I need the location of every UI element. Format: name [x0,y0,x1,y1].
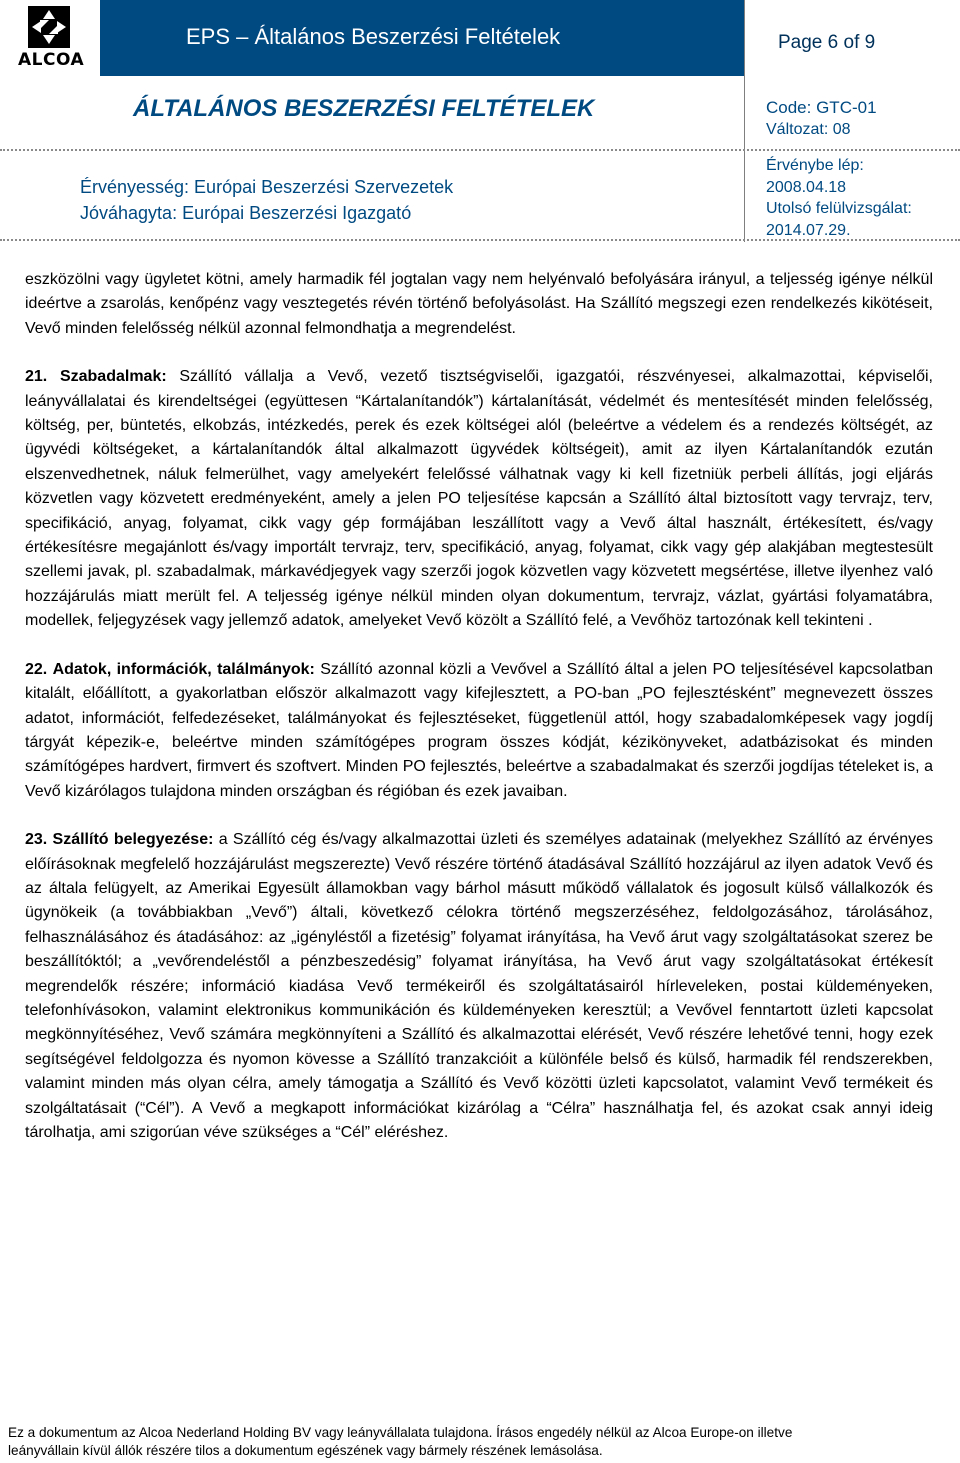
effective-date: 2008.04.18 [766,179,847,196]
paragraph-continuation: eszközölni vagy ügyletet kötni, amely harmadik fél jogtalan vagy nem helyénvaló befolyására irányul, a teljesség igénye nélkül ideértve a zsarolás, kenőpénz vagy vesztegetés révén történő befolyásolást. Ha Szállító megszegi ezen rendelkezés kikötéseit, Vevő minden felelősség nélkül azonnal felmondhatja a megrendelést. [25,271,933,337]
header-divider-vertical [744,0,745,242]
logo-text: ALCOA [18,50,85,70]
validity-scope: Érvényesség: Európai Beszerzési Szervezetek [80,177,454,197]
approved-by: Jóváhagyta: Európai Beszerzési Igazgató [80,203,412,223]
last-review-date: 2014.07.29. [766,222,851,239]
document-header [0,0,960,242]
section-22-text: Szállító azonnal közli a Vevővel a Szállító által a jelen PO teljesítésével kapcsolatban kitalált, előállított, a gyakorlatban először alkalmazott vagy kifejlesztett, a PO-ban „PO fejlesztésként” megnevezett összes adatot, információt, felfedezéseket, találmányokat és fejlesztéseket, függetlenül attól, hogy szabadalomképesek vagy jogdíj tárgyát képezik-e, beleértve minden számítógépes program összes kódját, kézikönyveket, adatbázisokat és minden számítógépes hardvert, firmvert és szoftvert. Minden PO fejlesztés, beleértve a szabadalmakat és szerzői jogdíjas tételeket is, a Vevő kizárólagos tulajdona minden országban és régióban és ezek javaiban. [25,660,934,800]
alcoa-logo-icon [0,0,100,50]
section-22-title: Adatok, információk, találmányok: [52,660,315,678]
footer-line-2: leányvállain kívül állók részére tilos a dokumentum egészének vagy bármely részének lemásolása. [8,1443,603,1458]
document-title: EPS – Általános Beszerzési Feltételek [186,24,561,49]
section-21-text: Szállító vállalja a Vevő, vezető tisztségviselői, igazgatói, részvényesei, alkalmazottai, képviselői, leányvállalatai és kirendeltségei (együttesen “Kártalanítandók”) kártalanítását, védelmét és mentesítését minden felelősség, költség, per, büntetés, elkobzás, intézkedés, perek és ezek költségei alól (beleértve a védelem és a rendezés költségét, az ügyvédi költségeket, a kártalanítandók által alkalmazott ügyvédek költségeit), amit az ilyen Kártalanítandók ezután elszenvedhetnek, náluk felmerülhet, vagy amelyekért felelőssé válhatnak vagy ki kell fizetniük perbeli állítás, jogi eljárás közvetlen vagy közvetett eredményeként, amely a jelen PO teljesítése kapcsán a Szállító által biztosított vagy tervrajz, terv, specifikáció, anyag, folyamat, cikk vagy gép formájában leszállított vagy a Vevő által használt, értékesített, és/vagy értékesítésre megajánlott és/vagy importált tervrajz, terv, specifikáció, anyag, folyamat, cikk vagy gép alakjában megtestesült szellemi javak, pl. szabadalmak, márkavédjegyek vagy szerzői jogok közvetlen vagy közvetett megsértése, illetve ilyenhez való hozzájárulás miatt merült fel. A teljesség igénye nélkül minden olyan dokumentum, tervrajz, vázlat, gyártási folyamatábra, modellek, feljegyzések vagy jellemző adatok, amelyeket Vevő közölt a Szállító felé, a Vevőhöz tartozónak kell tekinteni . [25,368,934,630]
section-21-number: 21. [25,368,48,386]
section-23 [25,828,933,1145]
document-version: Változat: 08 [766,121,851,138]
section-21 [25,365,933,633]
main-title: ÁLTALÁNOS BESZERZÉSI FELTÉTELEK [133,95,595,122]
footer-line-1: Ez a dokumentum az Alcoa Nederland Holding BV vagy leányvállalata tulajdona. Írásos engedély nélkül az Alcoa Europe-on illetve [8,1425,793,1440]
effective-label: Érvénybe lép: [766,157,864,174]
section-22-number: 22. [25,660,48,678]
section-22 [25,658,933,804]
section-23-title: Szállító belegyezése: [52,831,214,849]
page-number: Page 6 of 9 [778,32,876,53]
alcoa-logo [0,0,100,76]
last-review-label: Utolsó felülvizsgálat: [766,200,912,217]
section-21-title: Szabadalmak: [59,368,167,386]
section-23-text: a Szállító cég és/vagy alkalmazottai üzleti és személyes adatainak (melyekhez Szállító az érvényes előírásoknak megfelelő hozzájárulást megszerezte) Vevő részére történő átadásával Szállító hozzájárul az ilyen adatok Vevő és az általa felügyelt, az Amerikai Egyesült államokban vagy bárhol másutt működő vállalatok és jogosult külső vállalkozók és ügynökeik (a továbbiakban „Vevő”) általi, következő célokra történő megszerzéséhez, feldolgozásához, tárolásához, felhasználásához és átadásához: az „igényléstől a fizetésig” folyamat irányítása, ha Vevő árut vagy szolgáltatásokat szerez be beszállítóktól; a „vevőrendeléstől a pénzbeszedésig” folyamat irányítása, ha Vevő árut vagy szolgáltatásokat értékesít megrendelők részére; információ kiadása Vevő termékeiről és szolgáltatásairól hírleveleken, postai küldeményeken, telefonhívásokon, valamint elektronikus kommunikáción és küldeményeken keresztül; a Vevővel fenntartott üzleti kapcsolat megkönnyítéséhez, Vevő számára megkönnyíteni a Szállító és alkalmazottai elérését, Vevő részére lehetővé tenni, hogy ezek segítségével feldolgozza és nyomon kövesse a Szállító tranzakcióit a különféle belső és külső, harmadik fél rendszerekben, valamint minden más olyan célra, amely támogatja a Szállító és Vevő közötti üzleti kapcsolatot, valamint Vevő termékeit és szolgáltatásait (“Cél”). A Vevő a megkapott információkat kizárólag a “Célra” használhatja fel, és azokat csak annyi ideig tárolhatja, ami szigorúan véve szükséges a “Cél” eléréshez. [25,831,934,1141]
document-code: Code: GTC-01 [766,98,877,117]
section-23-number: 23. [25,831,48,849]
header-divider-dotted-1 [0,149,960,151]
document-footer [8,1424,958,1460]
document-body [25,268,933,1169]
